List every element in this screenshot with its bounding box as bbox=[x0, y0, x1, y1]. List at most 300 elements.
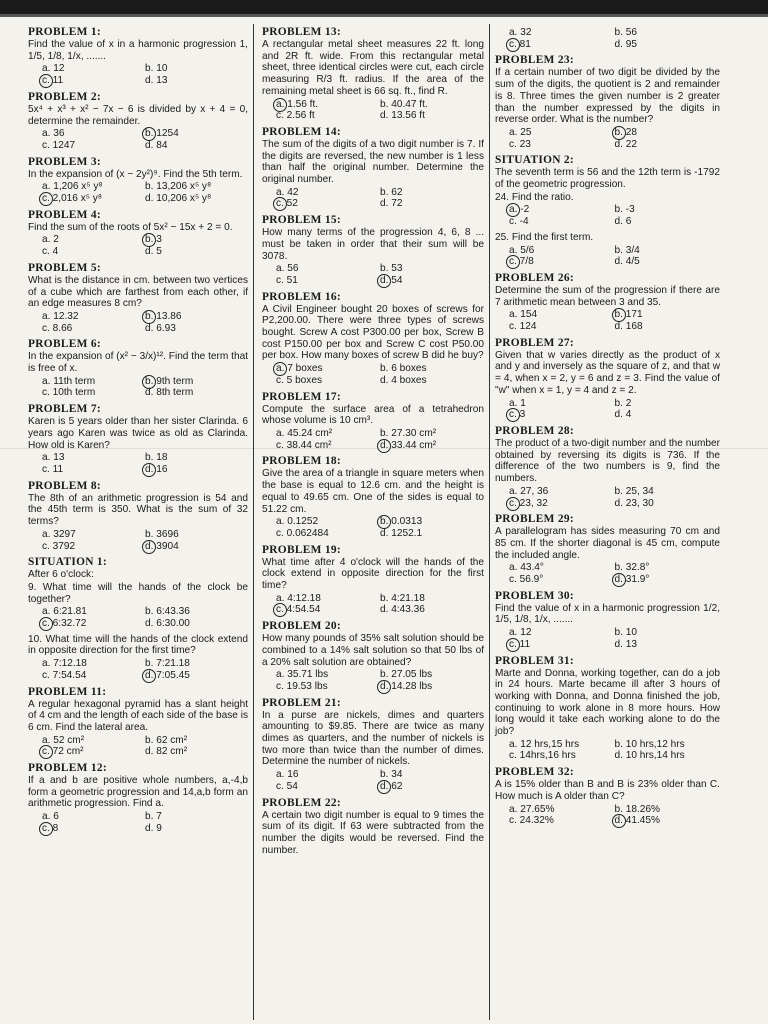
answer-circle-mark bbox=[506, 38, 520, 52]
answer-choices bbox=[495, 627, 720, 650]
problem-title: PROBLEM 5: bbox=[28, 261, 101, 274]
answer-option-text: c. 11 bbox=[509, 638, 531, 650]
problem-block bbox=[495, 27, 720, 50]
answer-option-text: a. 1.56 ft. bbox=[276, 98, 319, 110]
answer-option-text: a. 12 bbox=[509, 627, 532, 639]
problem-block bbox=[28, 556, 248, 630]
problem-block bbox=[262, 391, 484, 452]
answer-option bbox=[509, 574, 615, 586]
answer-choices bbox=[262, 99, 484, 122]
answer-option-text: c. 4 bbox=[42, 246, 59, 258]
problem-block bbox=[262, 620, 484, 693]
answer-choices bbox=[495, 486, 720, 509]
answer-choices bbox=[28, 234, 248, 257]
answer-circle-mark bbox=[377, 274, 391, 288]
problem-block bbox=[495, 513, 720, 586]
answer-option-text: a. 27.65% bbox=[509, 803, 555, 815]
answer-option-text: d. 13 bbox=[145, 75, 168, 87]
answer-option bbox=[615, 498, 721, 510]
problem-title: PROBLEM 17: bbox=[262, 390, 341, 403]
problem-title: PROBLEM 18: bbox=[262, 455, 341, 468]
answer-option-text: a. 0.1252 bbox=[276, 516, 319, 528]
answer-option bbox=[145, 606, 248, 618]
answer-circle-mark bbox=[39, 822, 53, 836]
answer-option bbox=[276, 528, 380, 540]
answer-circle-mark bbox=[142, 463, 156, 477]
answer-option bbox=[145, 311, 248, 323]
problem-block bbox=[495, 337, 720, 421]
answer-option bbox=[509, 321, 615, 333]
answer-option bbox=[615, 409, 721, 421]
answer-option bbox=[615, 27, 721, 39]
answer-choices bbox=[28, 452, 248, 475]
answer-option bbox=[615, 309, 721, 321]
answer-choices bbox=[28, 311, 248, 334]
answer-choices bbox=[28, 658, 248, 681]
problem-block bbox=[262, 544, 484, 617]
answer-option-text: d. 14.28 lbs bbox=[380, 680, 433, 692]
problem-title: PROBLEM 14: bbox=[262, 125, 341, 138]
answer-option bbox=[145, 670, 248, 682]
answer-option-text: c. 5 boxes bbox=[276, 374, 323, 386]
answer-option bbox=[145, 246, 248, 258]
answer-option-text: a. 3297 bbox=[42, 528, 76, 540]
answer-option-text: a. 5/6 bbox=[509, 244, 535, 256]
answer-option-text: d. 13 bbox=[614, 638, 637, 650]
answer-option-text: b. 3/4 bbox=[614, 244, 640, 256]
answer-option-text: a. 35.71 lbs bbox=[276, 669, 329, 681]
answer-option-text: a. 1,206 x⁵ y⁸ bbox=[42, 181, 103, 193]
problem-block bbox=[28, 26, 248, 87]
answer-choices bbox=[28, 128, 248, 151]
answer-option bbox=[615, 574, 721, 586]
answer-option bbox=[42, 606, 145, 618]
answer-option-text: b. 13,206 x⁵ y⁸ bbox=[145, 181, 212, 193]
problem-title: PROBLEM 1: bbox=[28, 26, 101, 38]
column-divider bbox=[489, 24, 490, 1020]
answer-option bbox=[145, 75, 248, 87]
problem-question: 10. What time will the hands of the clock extend in opposite direction for the first time? bbox=[28, 633, 248, 657]
problem-question: What time after 4 o'clock will the hands of the clock extend in opposite direction for the first time? bbox=[262, 556, 484, 592]
answer-option-text: a. 6:21.81 bbox=[42, 606, 87, 618]
problem-question: After 6 o'clock: bbox=[28, 569, 94, 581]
answer-option bbox=[42, 193, 145, 205]
answer-option-text: a. 4:12.18 bbox=[276, 592, 321, 604]
answer-option bbox=[42, 323, 145, 335]
answer-option-text: d. 7:05.45 bbox=[145, 669, 190, 681]
answer-option bbox=[380, 440, 484, 452]
answer-option-text: b. 10 bbox=[614, 627, 637, 639]
answer-option-text: c. 124 bbox=[509, 321, 537, 333]
column-left bbox=[28, 26, 248, 839]
answer-option bbox=[276, 428, 380, 440]
answer-choices bbox=[495, 309, 720, 332]
answer-option-text: a. 27, 36 bbox=[509, 485, 549, 497]
answer-option-text: c. 56.9° bbox=[509, 574, 544, 586]
answer-option-text: a. 12 bbox=[42, 63, 65, 75]
problem-question: A parallelogram has sides measuring 70 cm and 85 cm. If the shorter diagonal is 45 cm, compute the included angle. bbox=[495, 526, 720, 561]
answer-option bbox=[276, 681, 380, 693]
answer-option-text: a. 154 bbox=[509, 309, 538, 321]
answer-option-text: a. 52 cm² bbox=[42, 734, 85, 746]
problem-subquestion: 24. Find the ratio. bbox=[495, 191, 574, 203]
answer-option-text: d. 5 bbox=[145, 246, 162, 258]
answer-option bbox=[276, 198, 380, 210]
answer-option bbox=[42, 464, 145, 476]
answer-option bbox=[145, 376, 248, 388]
answer-option bbox=[42, 140, 145, 152]
answer-option-text: d. 1252.1 bbox=[380, 527, 423, 539]
problem-block bbox=[262, 797, 484, 857]
answer-option bbox=[615, 398, 721, 410]
problem-block bbox=[262, 697, 484, 793]
answer-option-text: b. 32.8° bbox=[614, 562, 650, 574]
problem-block bbox=[28, 634, 248, 682]
answer-option-text: c. 2.56 ft bbox=[276, 110, 315, 122]
answer-option-text: c. 0.062484 bbox=[276, 527, 329, 539]
answer-option-text: c. 10th term bbox=[42, 387, 96, 399]
problem-block bbox=[495, 54, 720, 150]
answer-choices bbox=[28, 181, 248, 204]
problem-block bbox=[495, 272, 720, 333]
problem-question: How many terms of the progression 4, 6, 8 ... must be taken in order that their sum will be 3078. bbox=[262, 227, 484, 262]
answer-choices bbox=[495, 562, 720, 585]
answer-option-text: a. 56 bbox=[276, 263, 299, 275]
problem-title: PROBLEM 22: bbox=[262, 796, 341, 809]
answer-choices bbox=[28, 606, 248, 629]
problem-title: PROBLEM 31: bbox=[495, 654, 574, 667]
answer-option bbox=[42, 311, 145, 323]
answer-circle-mark bbox=[506, 638, 520, 652]
answer-circle-mark bbox=[612, 573, 626, 587]
answer-option-text: c. 72 cm² bbox=[42, 746, 84, 758]
problem-title: PROBLEM 26: bbox=[495, 271, 574, 284]
answer-option bbox=[145, 140, 248, 152]
answer-option-text: a. 11th term bbox=[42, 375, 96, 387]
answer-option-text: c. 23, 32 bbox=[509, 497, 548, 509]
problem-title: PROBLEM 15: bbox=[262, 214, 341, 227]
answer-choices bbox=[262, 363, 484, 386]
answer-option bbox=[380, 363, 484, 375]
answer-option-text: d. 3904 bbox=[145, 540, 179, 552]
answer-option bbox=[380, 593, 484, 605]
problem-question: How many pounds of 35% salt solution should be combined to a 14% salt solution so that 50 lbs of a 20% salt solution are obtained? bbox=[262, 633, 484, 668]
answer-option bbox=[380, 604, 484, 616]
answer-choices bbox=[28, 811, 248, 834]
answer-option bbox=[42, 529, 145, 541]
answer-option-text: d. 9 bbox=[145, 822, 162, 834]
answer-option-text: b. 34 bbox=[380, 769, 403, 781]
answer-option bbox=[380, 99, 484, 111]
column-middle bbox=[262, 26, 484, 860]
answer-option-text: a. 12 hrs,15 hrs bbox=[509, 738, 580, 750]
answer-option-text: c. 11 bbox=[42, 75, 64, 87]
problem-question: The 8th of an arithmetic progression is 54 and the 45th term is 350. What is the sum of 32 terms? bbox=[28, 492, 248, 528]
answer-option-text: b. 4:21.18 bbox=[380, 592, 425, 604]
answer-option-text: c. 1247 bbox=[42, 139, 76, 151]
answer-option bbox=[615, 139, 721, 151]
answer-option-text: b. 6 boxes bbox=[380, 363, 427, 375]
answer-option bbox=[509, 39, 615, 51]
answer-option bbox=[380, 528, 484, 540]
problem-title: PROBLEM 16: bbox=[262, 290, 341, 303]
answer-option bbox=[276, 263, 380, 275]
answer-option bbox=[615, 127, 721, 139]
problem-question: A regular hexagonal pyramid has a slant height of 4 cm and the length of each side of the base is 6 cm. Find the lateral area. bbox=[28, 698, 248, 733]
problem-block bbox=[495, 655, 720, 763]
answer-option bbox=[509, 27, 615, 39]
answer-choices bbox=[262, 669, 484, 692]
answer-option bbox=[509, 139, 615, 151]
problem-question: Find the value of x in a harmonic progression 1, 1/5, 1/8, 1/x, ....... bbox=[28, 39, 248, 62]
answer-option-text: d. 54 bbox=[380, 274, 403, 286]
problem-block bbox=[262, 26, 484, 122]
answer-circle-mark bbox=[39, 192, 53, 206]
answer-option-text: d. 16 bbox=[145, 463, 168, 475]
answer-choices bbox=[262, 516, 484, 539]
answer-choices bbox=[28, 376, 248, 399]
answer-option bbox=[380, 198, 484, 210]
answer-option bbox=[42, 541, 145, 553]
answer-option bbox=[42, 234, 145, 246]
problem-block bbox=[28, 403, 248, 476]
answer-option bbox=[615, 750, 721, 762]
answer-option bbox=[42, 811, 145, 823]
answer-option bbox=[276, 604, 380, 616]
answer-option-text: d. 84 bbox=[145, 139, 168, 151]
answer-option-text: a. 36 bbox=[42, 128, 65, 140]
answer-option-text: b. 27.30 cm² bbox=[380, 427, 437, 439]
answer-option-text: d. 72 bbox=[380, 198, 403, 210]
answer-option bbox=[615, 39, 721, 51]
answer-option-text: b. -3 bbox=[614, 204, 635, 216]
answer-option-text: d. 168 bbox=[614, 321, 643, 333]
answer-option bbox=[380, 187, 484, 199]
answer-option bbox=[615, 216, 721, 228]
answer-option bbox=[615, 204, 721, 216]
answer-option-text: d. 31.9° bbox=[614, 574, 650, 586]
answer-option-text: c. 6:32.72 bbox=[42, 618, 87, 630]
answer-option-text: b. 28 bbox=[614, 126, 637, 138]
answer-circle-mark bbox=[142, 669, 156, 683]
problem-question: If a certain number of two digit be divided by the sum of the digits, the quotient is 2 and remainder is 8. Three times the given number is 2 greater than the number expressed by the digits in reverse order. What is the number? bbox=[495, 67, 720, 126]
answer-option bbox=[509, 398, 615, 410]
answer-option bbox=[42, 63, 145, 75]
answer-option-text: c. 19.53 lbs bbox=[276, 680, 328, 692]
answer-option-text: a. 13 bbox=[42, 452, 65, 464]
problem-title: PROBLEM 7: bbox=[28, 403, 101, 416]
answer-option-text: b. 3696 bbox=[145, 528, 179, 540]
problem-title: PROBLEM 13: bbox=[262, 26, 341, 38]
answer-choices bbox=[495, 127, 720, 150]
answer-option-text: c. 54 bbox=[276, 780, 298, 792]
answer-option bbox=[276, 440, 380, 452]
answer-option-text: c. 38.44 cm² bbox=[276, 439, 332, 451]
answer-circle-mark bbox=[39, 74, 53, 88]
problem-question: 5x⁴ + x³ + x² − 7x − 6 is divided by x + 4 = 0, determine the remainder. bbox=[28, 103, 248, 127]
answer-choices bbox=[28, 63, 248, 86]
answer-option-text: c. 4:54.54 bbox=[276, 604, 321, 616]
answer-option-text: b. 56 bbox=[614, 27, 637, 38]
problem-title: PROBLEM 2: bbox=[28, 90, 101, 103]
answer-option bbox=[509, 409, 615, 421]
problem-title: PROBLEM 23: bbox=[495, 54, 574, 67]
answer-option bbox=[509, 309, 615, 321]
answer-option bbox=[380, 428, 484, 440]
answer-option bbox=[615, 245, 721, 257]
answer-option bbox=[615, 639, 721, 651]
answer-option-text: b. 3 bbox=[145, 234, 162, 246]
answer-option-text: c. 24.32% bbox=[509, 815, 554, 827]
answer-option bbox=[145, 823, 248, 835]
problem-question: Given that w varies directly as the product of x and y and inversely as the square of z, and that w = 4, when x = 2, y = 6 and z = 3. Find the value of "w" when x = 1, y = 4 and z = 2. bbox=[495, 349, 720, 396]
answer-option bbox=[145, 181, 248, 193]
answer-option bbox=[276, 669, 380, 681]
problem-subquestion: 9. What time will the hands of the clock be together? bbox=[28, 581, 248, 605]
scan-top-edge bbox=[0, 0, 768, 14]
answer-option bbox=[380, 375, 484, 387]
answer-option bbox=[145, 529, 248, 541]
answer-option bbox=[509, 739, 615, 751]
problem-question: If a and b are positive whole numbers, a,-4,b form a geometric progression and 14,a,b form an arithmetic progression. Find a. bbox=[28, 775, 248, 810]
problem-title: PROBLEM 29: bbox=[495, 513, 574, 526]
answer-option-text: c. 7:54.54 bbox=[42, 669, 87, 681]
answer-choices bbox=[28, 529, 248, 552]
answer-option bbox=[509, 486, 615, 498]
answer-option bbox=[145, 658, 248, 670]
answer-option bbox=[145, 735, 248, 747]
problem-title: PROBLEM 6: bbox=[28, 338, 101, 351]
problem-title: PROBLEM 4: bbox=[28, 208, 101, 221]
problem-block bbox=[495, 425, 720, 509]
problem-title: PROBLEM 30: bbox=[495, 589, 574, 602]
answer-option-text: a. 2 bbox=[42, 234, 59, 246]
problem-title: PROBLEM 19: bbox=[262, 543, 341, 556]
answer-option-text: b. 2 bbox=[614, 397, 632, 409]
answer-option bbox=[615, 815, 721, 827]
answer-option bbox=[509, 627, 615, 639]
problem-title: PROBLEM 12: bbox=[28, 762, 107, 775]
answer-option bbox=[42, 452, 145, 464]
answer-option-text: a. 12.32 bbox=[42, 310, 79, 322]
answer-option bbox=[509, 245, 615, 257]
answer-option bbox=[380, 275, 484, 287]
answer-option-text: b. 27.05 lbs bbox=[380, 669, 433, 681]
answer-option-text: b. 53 bbox=[380, 263, 403, 275]
answer-option bbox=[42, 128, 145, 140]
answer-option bbox=[145, 618, 248, 630]
answer-option-text: d. 4 boxes bbox=[380, 374, 427, 386]
answer-option-text: d. 33.44 cm² bbox=[380, 439, 437, 451]
answer-option-text: d. 41.45% bbox=[614, 815, 660, 827]
answer-option bbox=[145, 234, 248, 246]
problem-question: In the expansion of (x² − 3/x)¹². Find the term that is free of x. bbox=[28, 351, 248, 375]
answer-option bbox=[42, 746, 145, 758]
answer-option-text: a. 42 bbox=[276, 186, 299, 198]
problem-block bbox=[28, 262, 248, 335]
problem-block bbox=[262, 455, 484, 539]
answer-option-text: d. 6.93 bbox=[145, 322, 176, 334]
answer-option bbox=[276, 516, 380, 528]
answer-option-text: b. 7:21.18 bbox=[145, 658, 190, 670]
answer-option bbox=[42, 735, 145, 747]
answer-option-text: b. 6:43.36 bbox=[145, 606, 190, 618]
answer-option bbox=[145, 746, 248, 758]
problem-block bbox=[495, 154, 720, 228]
answer-option bbox=[380, 263, 484, 275]
answer-option-text: a. 7 boxes bbox=[276, 363, 323, 375]
problem-question: 25. Find the first term. bbox=[495, 231, 594, 243]
problem-title: PROBLEM 21: bbox=[262, 696, 341, 709]
answer-option-text: b. 18 bbox=[145, 452, 168, 464]
answer-option bbox=[276, 99, 380, 111]
answer-option-text: c. 3792 bbox=[42, 540, 76, 552]
problem-question: In a purse are nickels, dimes and quarters amounting to $9.85. There are twice as many dimes as quarters, and the number of nickels is two more than twice than the number of dimes. Determine the number of nickels. bbox=[262, 709, 484, 768]
answer-option bbox=[380, 669, 484, 681]
problem-title: PROBLEM 28: bbox=[495, 424, 574, 437]
problem-block bbox=[495, 766, 720, 827]
answer-option bbox=[145, 128, 248, 140]
problem-question: A Civil Engineer bought 20 boxes of screws for P2,200.00. There were three types of screws bought. Screw A cost P300.00 per box, Screw B cost P150.00 per box and Screw C cost P50.00 per box. How many boxes of screw B did he buy? bbox=[262, 303, 484, 362]
problem-title: PROBLEM 11: bbox=[28, 685, 107, 698]
answer-option-text: a. 32 bbox=[509, 27, 532, 38]
answer-option-text: b. 171 bbox=[614, 309, 643, 321]
answer-option bbox=[276, 769, 380, 781]
problem-title: SITUATION 1: bbox=[28, 556, 108, 569]
answer-option-text: c. 3 bbox=[509, 409, 526, 421]
answer-circle-mark bbox=[377, 439, 391, 453]
answer-option-text: d. 4 bbox=[614, 409, 632, 421]
answer-choices bbox=[495, 804, 720, 827]
problem-question: Marte and Donna, working together, can do a job in 24 hours. Marte became ill after 3 hours of working with Donna, and Donna finished the job, continuing to work alone in 8 more hours. How long would it take each working alone to do the job? bbox=[495, 667, 720, 738]
answer-option-text: d. 6 bbox=[614, 216, 632, 228]
answer-option bbox=[42, 670, 145, 682]
problem-question: What is the distance in cm. between two vertices of a cube which are farthest from each other, if an edge measures 8 cm? bbox=[28, 274, 248, 310]
answer-option-text: a. 45.24 cm² bbox=[276, 427, 333, 439]
answer-option-text: b. 18.26% bbox=[614, 803, 660, 815]
answer-option bbox=[42, 181, 145, 193]
answer-circle-mark bbox=[39, 617, 53, 631]
answer-option bbox=[509, 204, 615, 216]
answer-option bbox=[615, 804, 721, 816]
answer-option-text: d. 62 bbox=[380, 780, 403, 792]
answer-option bbox=[145, 63, 248, 75]
answer-option-text: c. 51 bbox=[276, 274, 298, 286]
answer-option-text: d. 6:30.00 bbox=[145, 618, 190, 630]
answer-option bbox=[509, 639, 615, 651]
problem-block bbox=[262, 291, 484, 387]
problem-question: A certain two digit number is equal to 9 times the sum of its digit. If 63 were subtracted from the number the digits would be reversed. Find the number. bbox=[262, 809, 484, 856]
problem-block bbox=[495, 590, 720, 651]
problem-question: Find the sum of the roots of 5x² − 15x + 2 = 0. bbox=[28, 221, 233, 233]
answer-option-text: c. 2,016 x⁵ y⁸ bbox=[42, 193, 103, 205]
answer-option-text: c. 11 bbox=[42, 463, 64, 475]
answer-option bbox=[380, 516, 484, 528]
problem-block bbox=[495, 232, 720, 268]
answer-option-text: b. 13.86 bbox=[145, 310, 182, 322]
answer-option-text: b. 25, 34 bbox=[614, 485, 654, 497]
answer-option bbox=[276, 375, 380, 387]
answer-option-text: b. 62 cm² bbox=[145, 734, 188, 746]
answer-option bbox=[615, 739, 721, 751]
problem-question: The product of a two-digit number and the number obtained by reversing its digits is 736. If the difference of the two numbers is 9, find the numbers. bbox=[495, 437, 720, 485]
answer-option-text: a. 16 bbox=[276, 769, 299, 781]
answer-option-text: b. 7 bbox=[145, 811, 162, 823]
answer-option bbox=[42, 387, 145, 399]
problem-question: Find the value of x in a harmonic progression 1/2, 1/5, 1/8, 1/x, ....... bbox=[495, 602, 720, 626]
answer-choices bbox=[262, 428, 484, 451]
answer-option-text: a. -2 bbox=[509, 204, 530, 216]
